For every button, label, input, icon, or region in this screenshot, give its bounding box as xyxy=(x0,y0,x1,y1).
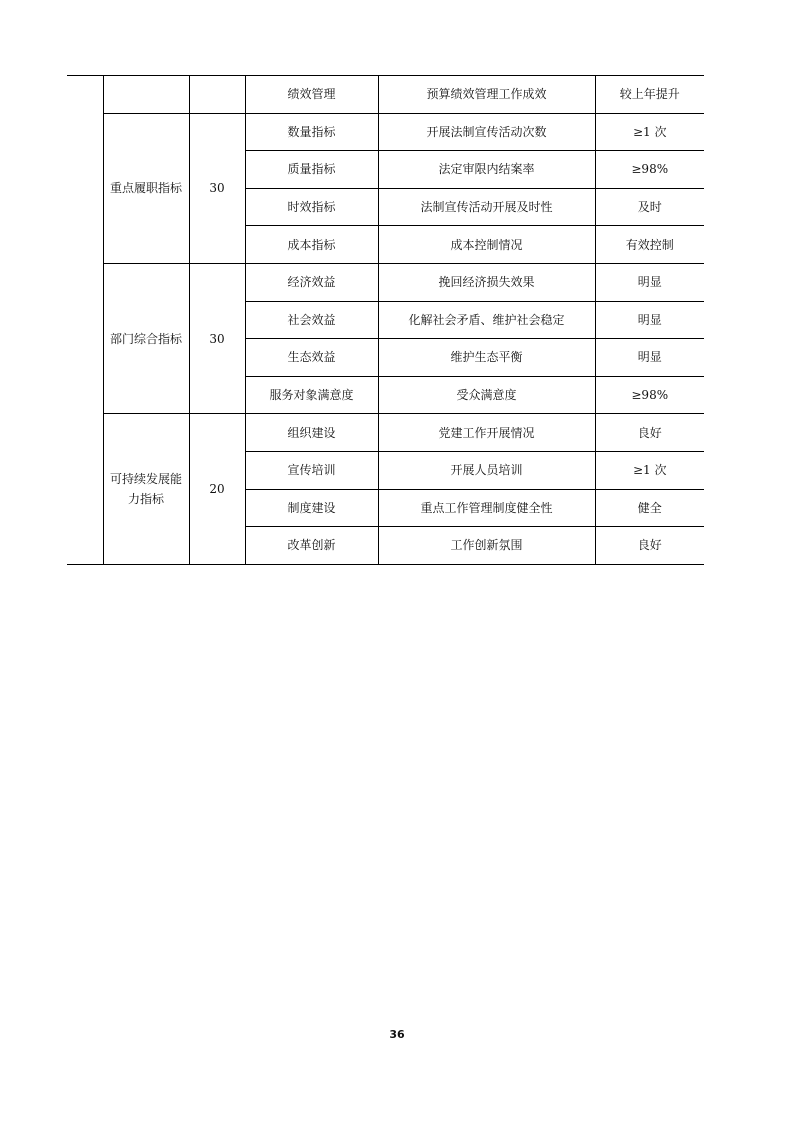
target-cell: 良好 xyxy=(595,527,704,565)
indicator-cell: 宣传培训 xyxy=(245,451,378,489)
content-cell: 重点工作管理制度健全性 xyxy=(378,489,595,527)
table-body xyxy=(67,76,704,565)
target-cell: ≥98% xyxy=(595,151,704,189)
content-cell: 开展法制宣传活动次数 xyxy=(378,113,595,151)
content-cell: 法定审限内结案率 xyxy=(378,151,595,189)
content-cell: 党建工作开展情况 xyxy=(378,414,595,452)
target-cell: ≥1 次 xyxy=(595,113,704,151)
content-cell: 预算绩效管理工作成效 xyxy=(378,76,595,114)
target-cell: 有效控制 xyxy=(595,226,704,264)
target-cell: 明显 xyxy=(595,301,704,339)
score-cell: 30 xyxy=(189,113,245,263)
score-cell: 30 xyxy=(189,263,245,413)
target-cell: 健全 xyxy=(595,489,704,527)
target-cell: ≥1 次 xyxy=(595,451,704,489)
content-cell: 维护生态平衡 xyxy=(378,339,595,377)
target-cell: 明显 xyxy=(595,339,704,377)
indicator-cell: 改革创新 xyxy=(245,527,378,565)
content-cell: 法制宣传活动开展及时性 xyxy=(378,188,595,226)
content-cell: 成本控制情况 xyxy=(378,226,595,264)
indicator-cell: 制度建设 xyxy=(245,489,378,527)
content-cell: 挽回经济损失效果 xyxy=(378,263,595,301)
category-cell xyxy=(103,76,189,114)
indicator-cell: 服务对象满意度 xyxy=(245,376,378,414)
indicator-cell: 组织建设 xyxy=(245,414,378,452)
indicator-cell: 绩效管理 xyxy=(245,76,378,114)
performance-indicator-table xyxy=(67,75,704,565)
content-cell: 工作创新氛围 xyxy=(378,527,595,565)
table-row xyxy=(67,76,704,114)
table-row xyxy=(67,414,704,452)
content-cell: 受众满意度 xyxy=(378,376,595,414)
content-cell: 化解社会矛盾、维护社会稳定 xyxy=(378,301,595,339)
target-cell: 较上年提升 xyxy=(595,76,704,114)
category-cell: 可持续发展能力指标 xyxy=(103,414,189,564)
indicator-cell: 社会效益 xyxy=(245,301,378,339)
indicator-cell: 经济效益 xyxy=(245,263,378,301)
table-row xyxy=(67,113,704,151)
indicator-cell: 时效指标 xyxy=(245,188,378,226)
score-cell: 20 xyxy=(189,414,245,564)
category-cell: 部门综合指标 xyxy=(103,263,189,413)
target-cell: 明显 xyxy=(595,263,704,301)
content-cell: 开展人员培训 xyxy=(378,451,595,489)
score-cell xyxy=(189,76,245,114)
indicator-cell: 质量指标 xyxy=(245,151,378,189)
category-cell: 重点履职指标 xyxy=(103,113,189,263)
page-number: 36 xyxy=(389,1028,405,1041)
blank-left-cell xyxy=(67,76,103,565)
indicator-cell: 数量指标 xyxy=(245,113,378,151)
indicator-cell: 成本指标 xyxy=(245,226,378,264)
indicator-cell: 生态效益 xyxy=(245,339,378,377)
target-cell: 及时 xyxy=(595,188,704,226)
table-row xyxy=(67,263,704,301)
target-cell: 良好 xyxy=(595,414,704,452)
target-cell: ≥98% xyxy=(595,376,704,414)
